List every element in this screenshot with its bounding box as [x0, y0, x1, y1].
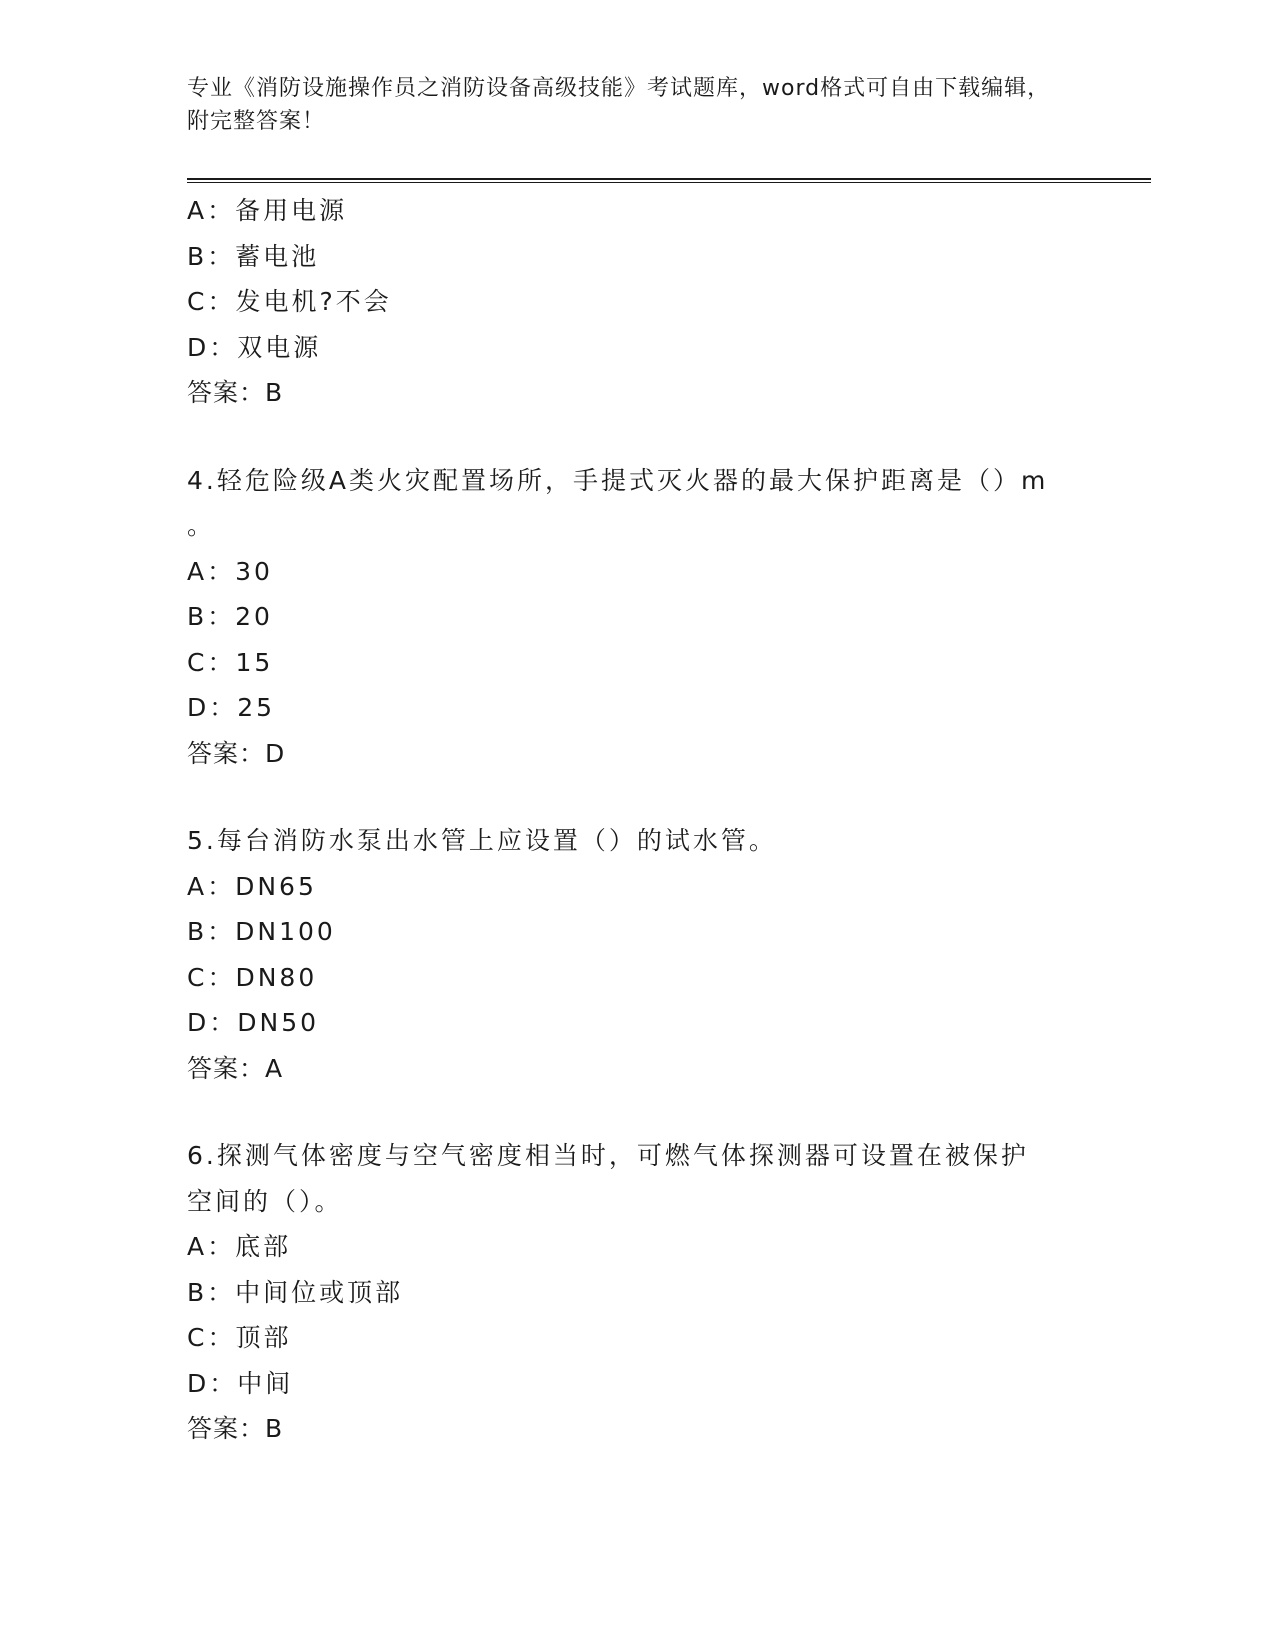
option-key: C： [187, 287, 236, 316]
question-stem-line2: 。 [187, 511, 216, 540]
option-key: A： [187, 1232, 236, 1261]
option-d [187, 1361, 1087, 1407]
option-text: 双电源 [237, 332, 322, 362]
option-text: DN50 [237, 1008, 320, 1037]
option-text: 发电机?不会 [235, 287, 392, 316]
option-key: C： [187, 962, 236, 992]
option-text: 底部 [235, 1232, 292, 1261]
option-key: D： [187, 332, 238, 362]
option-c [187, 640, 1087, 686]
option-key: B： [187, 1277, 236, 1307]
question-block-6 [187, 1133, 1087, 1452]
option-key: A： [187, 196, 236, 225]
option-d [187, 1000, 1087, 1046]
option-key: B： [187, 917, 236, 946]
option-text: 中间位或顶部 [235, 1277, 404, 1307]
option-b [187, 594, 1087, 640]
option-c [187, 1315, 1087, 1361]
option-key: C： [187, 1323, 236, 1352]
option-d [187, 325, 1087, 371]
answer-line: 答案：B [187, 1414, 284, 1443]
option-text: 15 [235, 647, 274, 677]
question-stem-line2: 空间的（）。 [187, 1186, 343, 1216]
answer-line: 答案：D [187, 738, 286, 768]
option-text: 30 [235, 556, 273, 586]
option-text: DN65 [235, 871, 317, 901]
option-c [187, 955, 1087, 1001]
option-key: B： [187, 241, 236, 271]
option-a [187, 549, 1087, 595]
option-key: D： [187, 693, 238, 722]
question-block-3 [187, 188, 1087, 416]
option-text: 25 [237, 693, 276, 722]
option-b [187, 234, 1087, 280]
option-b [187, 909, 1087, 955]
answer-line: 答案：A [187, 1053, 284, 1083]
option-key: A： [187, 556, 236, 586]
option-text: 顶部 [235, 1323, 292, 1352]
header-divider [187, 178, 1151, 183]
option-b [187, 1270, 1087, 1316]
question-block-4 [187, 458, 1087, 777]
question-stem-line1: 5.每台消防水泵出水管上应设置（）的试水管。 [187, 826, 777, 855]
option-a [187, 1224, 1087, 1270]
option-key: B： [187, 602, 236, 631]
option-key: A： [187, 871, 236, 901]
option-text: 中间 [237, 1368, 294, 1398]
question-list [187, 188, 1087, 1452]
option-key: C： [187, 647, 236, 677]
option-text: DN100 [235, 917, 336, 946]
option-text: DN80 [235, 962, 318, 992]
question-stem-line1: 6.探测气体密度与空气密度相当时，可燃气体探测器可设置在被保护 [187, 1141, 1029, 1170]
question-stem-line1: 4.轻危险级A类火灾配置场所，手提式灭火器的最大保护距离是（）m [187, 465, 1049, 495]
answer-line: 答案：B [187, 378, 284, 407]
option-text: 20 [235, 602, 273, 631]
option-a [187, 864, 1087, 910]
option-a [187, 188, 1087, 234]
option-text: 备用电源 [235, 196, 348, 225]
option-c [187, 279, 1087, 325]
option-key: D： [187, 1008, 238, 1037]
option-key: D： [187, 1368, 238, 1398]
document-header: 专业《消防设施操作员之消防设备高级技能》考试题库，word格式可自由下载编辑，附完整答案！ [187, 76, 1051, 134]
option-d [187, 685, 1087, 731]
question-block-5 [187, 818, 1087, 1091]
option-text: 蓄电池 [235, 241, 320, 271]
